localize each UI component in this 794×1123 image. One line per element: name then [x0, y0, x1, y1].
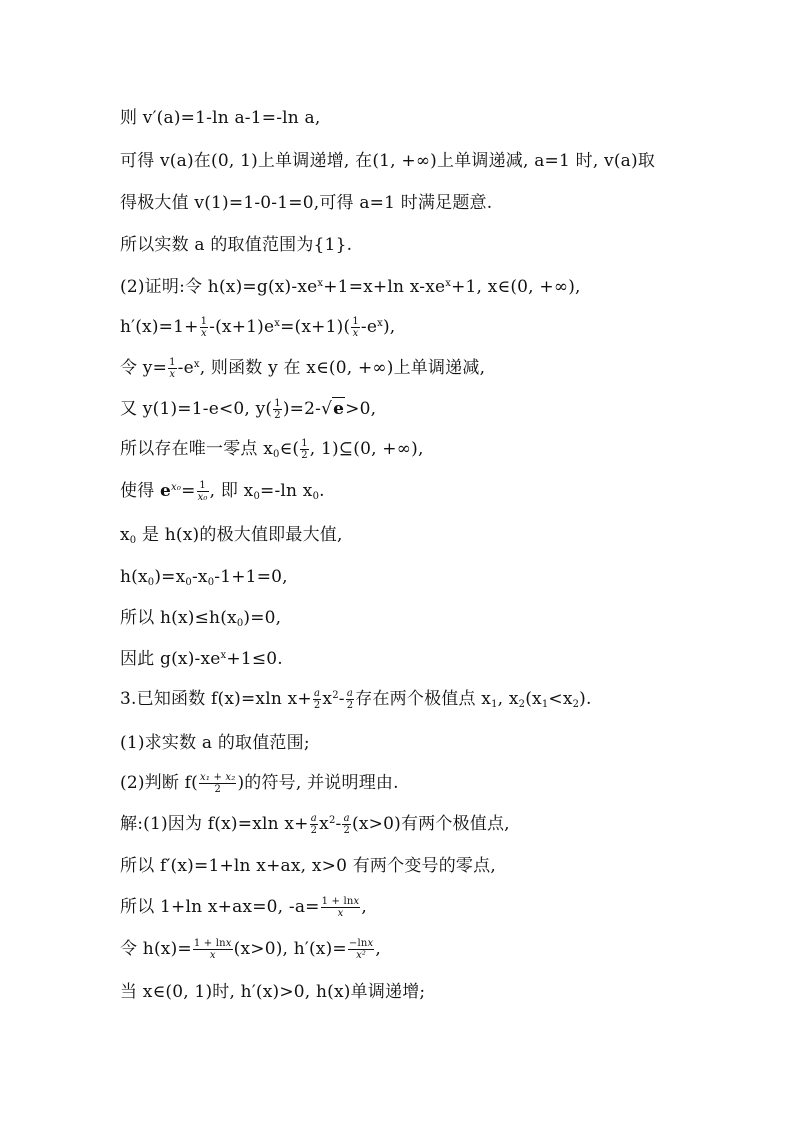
text-line-20: 所以 1+ln x+ax=0, -a= $\frac{1 + \ln x}{x}$ , — [120, 896, 367, 919]
text-line-17: (2)判断 f( $\frac{\text{x₁ + x₂}}{2}$ )的符号, 并说明理由. — [120, 772, 399, 795]
text-line-4: 所以实数 a 的取值范围为{1}. — [120, 235, 353, 255]
text-line-15: 3.已知函数 f(x)=xln x+ $\frac{a}{2}$ $x^2-$ $\frac{a}{2}$ 存在两个极值点 $x_1$, $x_2(x_1<x_2)$. — [120, 688, 592, 711]
text-line-14: 因此 $g(x)-xe^x+1\le 0$. — [120, 649, 283, 669]
text-line-3: 得极大值 v(1)=1-0-1=0,可得 a=1 时满足题意. — [120, 193, 493, 213]
text-line-5: (2)证明:令 $h(x)=g(x)-xe^x+1=x+\ln$ $x-xe^x+1$, x∈(0, +∞), — [120, 277, 581, 297]
text-line-11: $x_0$ 是 h(x)的极大值即最大值, — [120, 525, 343, 546]
text-line-7: 令 y= $\frac{1}{x}$ $-e^x$, 则函数 y 在 x∈(0, +∞)上单调递减, — [120, 357, 486, 380]
text-line-16: (1)求实数 a 的取值范围; — [120, 733, 310, 753]
text-line-22: 当 x∈(0, 1)时, h′(x)>0, h(x)单调递增; — [120, 982, 426, 1002]
text-line-13: 所以 $h(x)\le h(x_0)=0$, — [120, 608, 282, 629]
text-line-2: 可得 v(a)在(0, 1)上单调递增, 在(1, +∞)上单调递减, a=1 时, v(a)取 — [120, 151, 656, 171]
text-line-12: $h(x_0)=x_0-x_0-1+1=0$, — [120, 567, 288, 588]
text-line-18: 解:(1)因为 f(x)=xln x+ $\frac{a}{2}$ $x^2-$ $\frac{a}{2}$ (x>0)有两个极值点, — [120, 813, 510, 836]
text-line-1: 则 v′(a)=1-ln a-1=-ln a, — [120, 108, 321, 128]
text-line-6: h′(x)=1+ $\frac{1}{x}$ $-(x+1)e^x=(x+1)$( $\frac{1}{x}$ $-e^x$), — [120, 316, 396, 339]
text-line-9: 所以存在唯一零点 $x_0\in$( $\frac{1}{2}$ , 1)⊆(0, +∞), — [120, 438, 424, 461]
text-line-19: 所以 f′(x)=1+ln x+ax, x>0 有两个变号的零点, — [120, 856, 496, 876]
text-line-8: 又 y(1)=1-e<0, y( $\frac{1}{2}$ )=2-√e>0, — [120, 398, 377, 421]
text-line-21: 令 h(x)= $\frac{1 + \ln x}{x}$ (x>0), h′(x)= $\frac{-\ln x}{\text{x²}}$ , — [120, 938, 381, 961]
text-line-10: 使得 $e^{x_0}=$ $\frac{1}{\text{x₀}}$ , 即 $x_0=-\ln$ $x_0$. — [120, 480, 325, 503]
